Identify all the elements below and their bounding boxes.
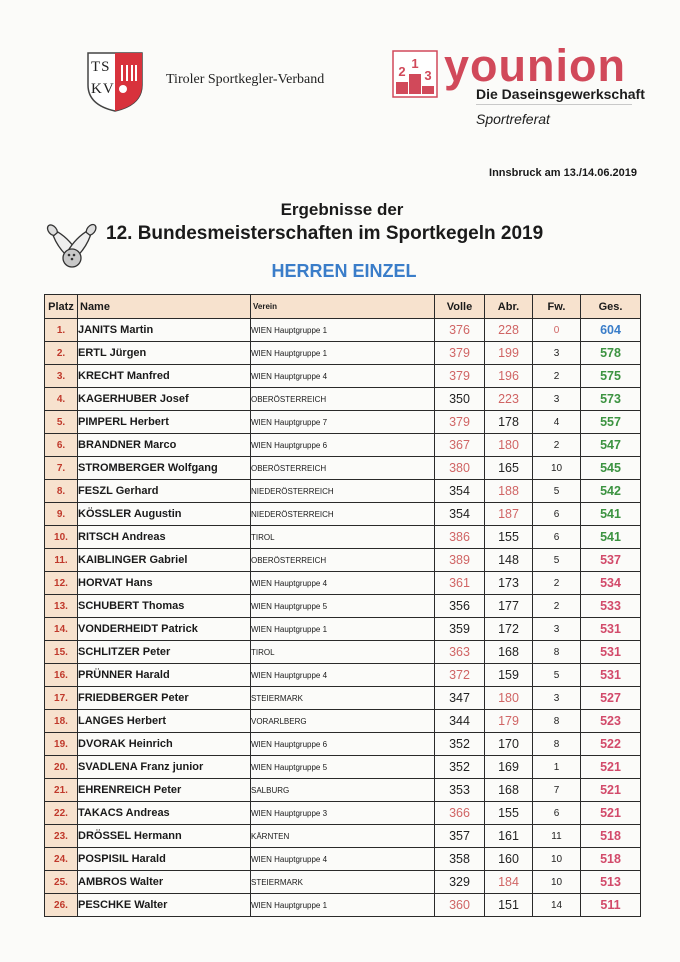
name-cell: LANGES Herbert — [78, 710, 251, 733]
abr-cell: 168 — [485, 779, 533, 802]
table-row — [45, 641, 641, 664]
volle-cell: 357 — [435, 825, 485, 848]
volle-cell: 386 — [435, 526, 485, 549]
name-cell: STROMBERGER Wolfgang — [78, 457, 251, 480]
ges-cell: 573 — [581, 388, 641, 411]
col-header-verein: Verein — [251, 295, 435, 319]
name-cell: SVADLENA Franz junior — [78, 756, 251, 779]
verein-cell: WIEN Hauptgruppe 5 — [251, 756, 435, 779]
name-cell: SCHUBERT Thomas — [78, 595, 251, 618]
name-cell: PIMPERL Herbert — [78, 411, 251, 434]
ges-cell: 527 — [581, 687, 641, 710]
fw-cell: 3 — [533, 687, 581, 710]
platz-cell: 12. — [45, 572, 78, 595]
platz-cell: 20. — [45, 756, 78, 779]
younion-subtitle: Die Daseinsgewerkschaft — [476, 86, 645, 102]
volle-cell: 363 — [435, 641, 485, 664]
abr-cell: 159 — [485, 664, 533, 687]
ges-cell: 537 — [581, 549, 641, 572]
name-cell: JANITS Martin — [78, 319, 251, 342]
ges-cell: 533 — [581, 595, 641, 618]
verein-cell: WIEN Hauptgruppe 6 — [251, 434, 435, 457]
platz-cell: 22. — [45, 802, 78, 825]
name-cell: POSPISIL Harald — [78, 848, 251, 871]
fw-cell: 10 — [533, 871, 581, 894]
platz-cell: 10. — [45, 526, 78, 549]
col-header-abr: Abr. — [485, 295, 533, 319]
title-line-1: Ergebnisse der — [280, 200, 404, 219]
fw-cell: 5 — [533, 549, 581, 572]
verein-cell: WIEN Hauptgruppe 5 — [251, 595, 435, 618]
abr-cell: 179 — [485, 710, 533, 733]
abr-cell: 155 — [485, 802, 533, 825]
platz-cell: 18. — [45, 710, 78, 733]
table-row — [45, 457, 641, 480]
volle-cell: 379 — [435, 342, 485, 365]
verein-cell: WIEN Hauptgruppe 4 — [251, 664, 435, 687]
fw-cell: 8 — [533, 733, 581, 756]
ges-cell: 521 — [581, 779, 641, 802]
volle-cell: 353 — [435, 779, 485, 802]
platz-cell: 4. — [45, 388, 78, 411]
fw-cell: 6 — [533, 526, 581, 549]
col-header-ges: Ges. — [581, 295, 641, 319]
verein-cell: KÄRNTEN — [251, 825, 435, 848]
volle-cell: 344 — [435, 710, 485, 733]
abr-cell: 165 — [485, 457, 533, 480]
fw-cell: 3 — [533, 342, 581, 365]
ges-cell: 604 — [581, 319, 641, 342]
table-row — [45, 756, 641, 779]
date-location: Innsbruck am 13./14.06.2019 — [489, 167, 637, 179]
table-row — [45, 388, 641, 411]
table-row — [45, 664, 641, 687]
verein-cell: OBERÖSTERREICH — [251, 549, 435, 572]
volle-cell: 366 — [435, 802, 485, 825]
fw-cell: 1 — [533, 756, 581, 779]
name-cell: KRECHT Manfred — [78, 365, 251, 388]
fw-cell: 10 — [533, 457, 581, 480]
platz-cell: 23. — [45, 825, 78, 848]
table-row — [45, 848, 641, 871]
ges-cell: 511 — [581, 894, 641, 917]
table-row — [45, 595, 641, 618]
title-line-2: 12. Bundesmeisterschaften im Sportkegeln 2019 — [106, 223, 544, 244]
fw-cell: 5 — [533, 664, 581, 687]
table-row — [45, 687, 641, 710]
ges-cell: 521 — [581, 802, 641, 825]
ges-cell: 513 — [581, 871, 641, 894]
results-body — [45, 319, 641, 917]
table-row — [45, 549, 641, 572]
abr-cell: 177 — [485, 595, 533, 618]
verein-cell: WIEN Hauptgruppe 1 — [251, 342, 435, 365]
volle-cell: 359 — [435, 618, 485, 641]
verein-cell: WIEN Hauptgruppe 1 — [251, 618, 435, 641]
ges-cell: 523 — [581, 710, 641, 733]
table-row — [45, 503, 641, 526]
name-cell: EHRENREICH Peter — [78, 779, 251, 802]
verein-cell: STEIERMARK — [251, 687, 435, 710]
volle-cell: 358 — [435, 848, 485, 871]
verein-cell: WIEN Hauptgruppe 6 — [251, 733, 435, 756]
volle-cell: 347 — [435, 687, 485, 710]
name-cell: ERTL Jürgen — [78, 342, 251, 365]
abr-cell: 170 — [485, 733, 533, 756]
fw-cell: 3 — [533, 618, 581, 641]
abr-cell: 173 — [485, 572, 533, 595]
name-cell: RITSCH Andreas — [78, 526, 251, 549]
platz-cell: 8. — [45, 480, 78, 503]
name-cell: DRÖSSEL Hermann — [78, 825, 251, 848]
fw-cell: 11 — [533, 825, 581, 848]
platz-cell: 17. — [45, 687, 78, 710]
abr-cell: 169 — [485, 756, 533, 779]
ges-cell: 531 — [581, 641, 641, 664]
volle-cell: 376 — [435, 319, 485, 342]
name-cell: SCHLITZER Peter — [78, 641, 251, 664]
verein-cell: WIEN Hauptgruppe 1 — [251, 894, 435, 917]
tskv-logo-letters: TS KV — [91, 59, 115, 97]
ges-cell: 518 — [581, 848, 641, 871]
fw-cell: 5 — [533, 480, 581, 503]
verein-cell: WIEN Hauptgruppe 7 — [251, 411, 435, 434]
abr-cell: 180 — [485, 687, 533, 710]
verein-cell: SALBURG — [251, 779, 435, 802]
abr-cell: 180 — [485, 434, 533, 457]
verein-cell: WIEN Hauptgruppe 1 — [251, 319, 435, 342]
table-row — [45, 434, 641, 457]
name-cell: FRIEDBERGER Peter — [78, 687, 251, 710]
ges-cell: 531 — [581, 618, 641, 641]
abr-cell: 151 — [485, 894, 533, 917]
platz-cell: 3. — [45, 365, 78, 388]
ges-cell: 545 — [581, 457, 641, 480]
col-header-platz: Platz — [45, 295, 78, 319]
table-row — [45, 618, 641, 641]
abr-cell: 160 — [485, 848, 533, 871]
podium-icon — [392, 50, 438, 98]
fw-cell: 0 — [533, 319, 581, 342]
name-cell: KÖSSLER Augustin — [78, 503, 251, 526]
platz-cell: 7. — [45, 457, 78, 480]
abr-cell: 188 — [485, 480, 533, 503]
fw-cell: 2 — [533, 572, 581, 595]
ges-cell: 541 — [581, 526, 641, 549]
podium-digit-3: 3 — [424, 68, 432, 83]
volle-cell: 389 — [435, 549, 485, 572]
platz-cell: 24. — [45, 848, 78, 871]
table-row — [45, 710, 641, 733]
abr-cell: 178 — [485, 411, 533, 434]
table-row — [45, 572, 641, 595]
platz-cell: 9. — [45, 503, 78, 526]
name-cell: PRÜNNER Harald — [78, 664, 251, 687]
ges-cell: 541 — [581, 503, 641, 526]
volle-cell: 360 — [435, 894, 485, 917]
volle-cell: 356 — [435, 595, 485, 618]
col-header-fw: Fw. — [533, 295, 581, 319]
tskv-association-name: Tiroler Sportkegler-Verband — [166, 72, 325, 87]
name-cell: KAIBLINGER Gabriel — [78, 549, 251, 572]
abr-cell: 161 — [485, 825, 533, 848]
platz-cell: 14. — [45, 618, 78, 641]
abr-cell: 184 — [485, 871, 533, 894]
abr-cell: 187 — [485, 503, 533, 526]
volle-cell: 367 — [435, 434, 485, 457]
abr-cell: 223 — [485, 388, 533, 411]
col-header-name: Name — [78, 295, 251, 319]
table-header-row — [45, 295, 641, 319]
table-row — [45, 526, 641, 549]
fw-cell: 7 — [533, 779, 581, 802]
table-row — [45, 802, 641, 825]
verein-cell: TIROL — [251, 641, 435, 664]
abr-cell: 168 — [485, 641, 533, 664]
col-header-volle: Volle — [435, 295, 485, 319]
volle-cell: 352 — [435, 756, 485, 779]
platz-cell: 26. — [45, 894, 78, 917]
ges-cell: 542 — [581, 480, 641, 503]
volle-cell: 354 — [435, 480, 485, 503]
abr-cell: 155 — [485, 526, 533, 549]
table-row — [45, 825, 641, 848]
name-cell: BRANDNER Marco — [78, 434, 251, 457]
volle-cell: 379 — [435, 365, 485, 388]
name-cell: FESZL Gerhard — [78, 480, 251, 503]
fw-cell: 14 — [533, 894, 581, 917]
divider — [476, 104, 632, 105]
fw-cell: 8 — [533, 641, 581, 664]
name-cell: AMBROS Walter — [78, 871, 251, 894]
ges-cell: 534 — [581, 572, 641, 595]
fw-cell: 4 — [533, 411, 581, 434]
platz-cell: 16. — [45, 664, 78, 687]
fw-cell: 6 — [533, 802, 581, 825]
podium-digit-2: 2 — [398, 64, 406, 79]
verein-cell: WIEN Hauptgruppe 3 — [251, 802, 435, 825]
platz-cell: 1. — [45, 319, 78, 342]
verein-cell: VORARLBERG — [251, 710, 435, 733]
ges-cell: 575 — [581, 365, 641, 388]
name-cell: HORVAT Hans — [78, 572, 251, 595]
fw-cell: 2 — [533, 365, 581, 388]
ges-cell: 547 — [581, 434, 641, 457]
title-category: HERREN EINZEL — [271, 261, 417, 281]
table-row — [45, 411, 641, 434]
verein-cell: NIEDERÖSTERREICH — [251, 480, 435, 503]
verein-cell: TIROL — [251, 526, 435, 549]
platz-cell: 21. — [45, 779, 78, 802]
verein-cell: OBERÖSTERREICH — [251, 457, 435, 480]
fw-cell: 8 — [533, 710, 581, 733]
table-row — [45, 480, 641, 503]
platz-cell: 11. — [45, 549, 78, 572]
ges-cell: 518 — [581, 825, 641, 848]
podium-digit-1: 1 — [411, 56, 419, 71]
abr-cell: 228 — [485, 319, 533, 342]
fw-cell: 3 — [533, 388, 581, 411]
fw-cell: 2 — [533, 434, 581, 457]
volle-cell: 380 — [435, 457, 485, 480]
ges-cell: 522 — [581, 733, 641, 756]
volle-cell: 329 — [435, 871, 485, 894]
name-cell: PESCHKE Walter — [78, 894, 251, 917]
younion-logo: younion — [444, 40, 626, 91]
younion-department: Sportreferat — [476, 111, 550, 127]
verein-cell: WIEN Hauptgruppe 4 — [251, 365, 435, 388]
results-table — [44, 294, 641, 917]
verein-cell: OBERÖSTERREICH — [251, 388, 435, 411]
abr-cell: 172 — [485, 618, 533, 641]
table-row — [45, 733, 641, 756]
table-row — [45, 319, 641, 342]
volle-cell: 379 — [435, 411, 485, 434]
volle-cell: 350 — [435, 388, 485, 411]
platz-cell: 5. — [45, 411, 78, 434]
verein-cell: NIEDERÖSTERREICH — [251, 503, 435, 526]
table-row — [45, 365, 641, 388]
volle-cell: 372 — [435, 664, 485, 687]
abr-cell: 148 — [485, 549, 533, 572]
ges-cell: 521 — [581, 756, 641, 779]
abr-cell: 199 — [485, 342, 533, 365]
ges-cell: 531 — [581, 664, 641, 687]
name-cell: VONDERHEIDT Patrick — [78, 618, 251, 641]
platz-cell: 15. — [45, 641, 78, 664]
verein-cell: WIEN Hauptgruppe 4 — [251, 848, 435, 871]
fw-cell: 10 — [533, 848, 581, 871]
volle-cell: 361 — [435, 572, 485, 595]
fw-cell: 2 — [533, 595, 581, 618]
platz-cell: 25. — [45, 871, 78, 894]
table-row — [45, 342, 641, 365]
table-row — [45, 894, 641, 917]
volle-cell: 354 — [435, 503, 485, 526]
platz-cell: 13. — [45, 595, 78, 618]
name-cell: DVORAK Heinrich — [78, 733, 251, 756]
volle-cell: 352 — [435, 733, 485, 756]
fw-cell: 6 — [533, 503, 581, 526]
table-row — [45, 779, 641, 802]
name-cell: TAKACS Andreas — [78, 802, 251, 825]
abr-cell: 196 — [485, 365, 533, 388]
platz-cell: 19. — [45, 733, 78, 756]
ges-cell: 578 — [581, 342, 641, 365]
platz-cell: 2. — [45, 342, 78, 365]
platz-cell: 6. — [45, 434, 78, 457]
name-cell: KAGERHUBER Josef — [78, 388, 251, 411]
verein-cell: STEIERMARK — [251, 871, 435, 894]
table-row — [45, 871, 641, 894]
verein-cell: WIEN Hauptgruppe 4 — [251, 572, 435, 595]
ges-cell: 557 — [581, 411, 641, 434]
